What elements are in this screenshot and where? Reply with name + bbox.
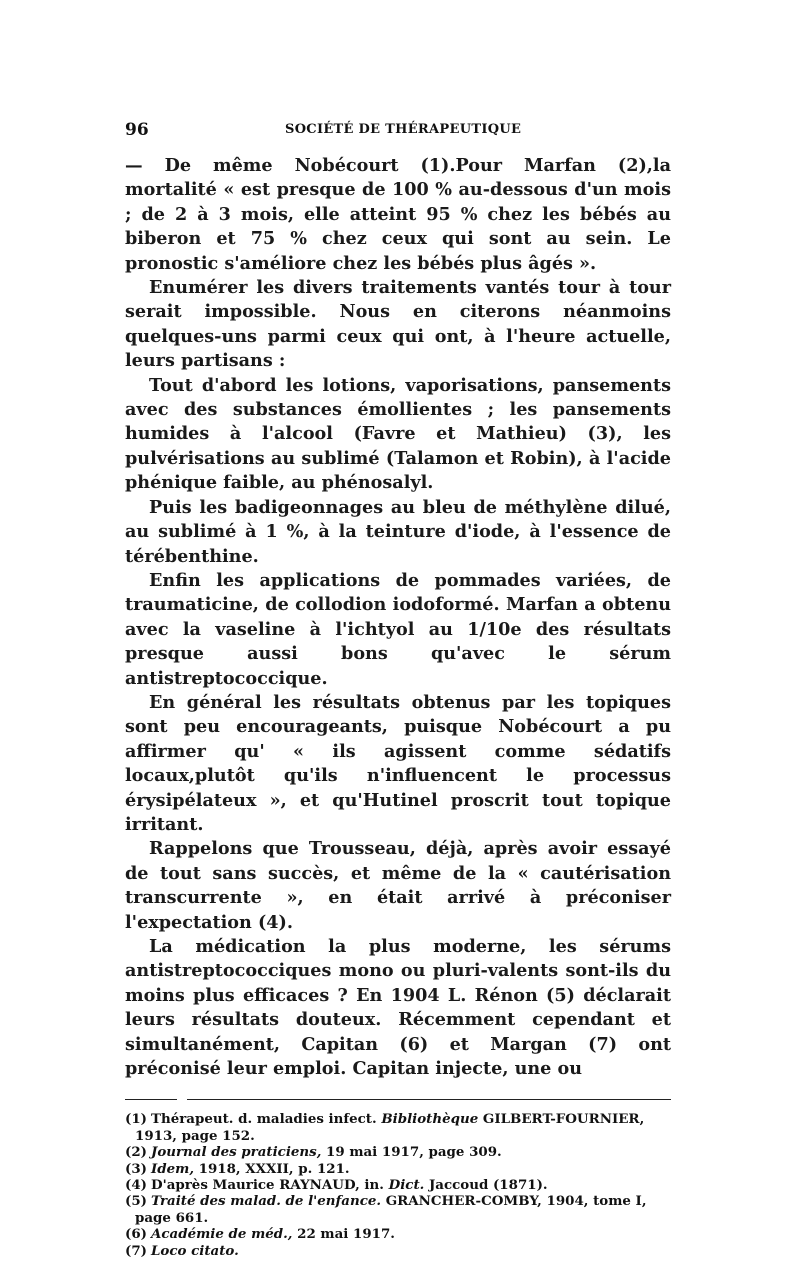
footnote-text: Jaccoud (1871). [424, 1177, 548, 1194]
separator-rule-long [187, 1099, 671, 1100]
footnote-title: Dict. [388, 1177, 425, 1194]
footnote-text: Thérapeut. d. maladies infect. [151, 1111, 382, 1128]
footnote-2 [125, 1144, 671, 1160]
footnote-1 [125, 1111, 671, 1144]
paragraph-2: Enumérer les divers traitements vantés tour à tour serait impossible. Nous en citerons néanmoins quelques-uns parmi ceux qui ont, à l'heure actuelle, leurs partisans : [125, 277, 671, 372]
paragraph-7: Rappelons que Trousseau, déjà, après avoir essayé de tout sans succès, et même de la « cautérisation transcurrente », en était arrivé à préconiser l'expectation (4). [125, 838, 671, 933]
paragraph-5: Enfin les applications de pommades variées, de traumaticine, de collodion iodoformé. Marfan a obtenu avec la vaseline à l'ichtyol au 1/10e des résultats presque aussi bons qu'avec le sérum antistreptococcique. [125, 569, 671, 689]
footnote-author: GRANCHER-COMBY [381, 1193, 538, 1210]
book-page [125, 118, 671, 1259]
footnote-text: 19 mai 1917, page 309. [321, 1144, 502, 1161]
footnote-title: Bibliothèque [381, 1111, 479, 1128]
footnote-author: RAYNAUD [279, 1177, 356, 1194]
footnote-number: (2) [125, 1144, 147, 1161]
footnote-title: Journal des praticiens, [151, 1144, 322, 1161]
footnote-title: Loco citato. [151, 1242, 239, 1259]
footnote-number: (5) [125, 1193, 147, 1210]
footnote-separator [125, 1093, 671, 1107]
footnote-5 [125, 1193, 671, 1226]
footnote-3 [125, 1161, 671, 1177]
footnote-4 [125, 1177, 671, 1193]
footnote-text: 22 mai 1917. [292, 1226, 395, 1243]
paragraph-1: — De même Nobécourt (1).Pour Marfan (2),la mortalité « est presque de 100 % au-dessous d'un mois ; de 2 à 3 mois, elle atteint 95 % chez les bébés au biberon et 75 % chez ceux qui sont au sein. Le pronostic s'améliore chez les bébés plus âgés ». [125, 155, 671, 274]
footnote-text: 1918, XXXII, p. 121. [193, 1160, 350, 1177]
paragraph-8: La médication la plus moderne, les sérums antistreptococciques mono ou pluri-valents sont-ils du moins plus efficaces ? En 1904 L. Rénon (5) déclarait leurs résultats douteux. Récemment cependant et simultanément, Capitan (6) et Margan (7) ont préconisé leur emploi. Capitan injecte, une ou [125, 936, 671, 1080]
footnote-title: Idem, [151, 1160, 194, 1177]
paragraph-4: Puis les badigeonnages au bleu de méthylène dilué, au sublimé à 1 %, à la teinture d'iode, à l'essence de térébenthine. [125, 496, 671, 567]
footnote-text: , in. [355, 1177, 389, 1194]
footnote-title: Académie de méd., [151, 1226, 293, 1243]
footnote-7 [125, 1243, 671, 1259]
footnote-title: Traité des malad. de l'enfance. [151, 1193, 382, 1210]
footnote-number: (4) [125, 1177, 147, 1194]
page-header [125, 118, 671, 146]
footnote-number: (3) [125, 1160, 147, 1177]
footnotes [125, 1111, 671, 1259]
paragraph-6: En général les résultats obtenus par les topiques sont peu encourageants, puisque Nobécourt a pu affirmer qu' « ils agissent comme sédatifs locaux,plutôt qu'ils n'influencent le processus érysipélateux », et qu'Hutinel proscrit tout topique irritant. [125, 691, 671, 835]
separator-rule-short [125, 1099, 177, 1100]
running-title: SOCIÉTÉ DE THÉRAPEUTIQUE [285, 122, 522, 137]
paragraph-3: Tout d'abord les lotions, vaporisations, pansements avec des substances émollientes ; les pansements humides à l'alcool (Favre et Mathieu) (3), les pulvérisations au sublimé (Talamon et Robin), à l'acide phénique faible, au phénosalyl. [125, 374, 671, 494]
footnote-number: (7) [125, 1242, 147, 1259]
footnote-text: , 1904, tome I, page 661. [135, 1193, 647, 1226]
footnote-number: (1) [125, 1111, 147, 1128]
footnote-text: D'après Maurice [151, 1177, 280, 1194]
page-number: 96 [125, 120, 149, 140]
footnote-number: (6) [125, 1226, 147, 1243]
footnote-6 [125, 1226, 671, 1242]
body-text [125, 154, 671, 1081]
footnote-text: GILBERT-FOURNIER, 1913, page 152. [135, 1111, 645, 1144]
